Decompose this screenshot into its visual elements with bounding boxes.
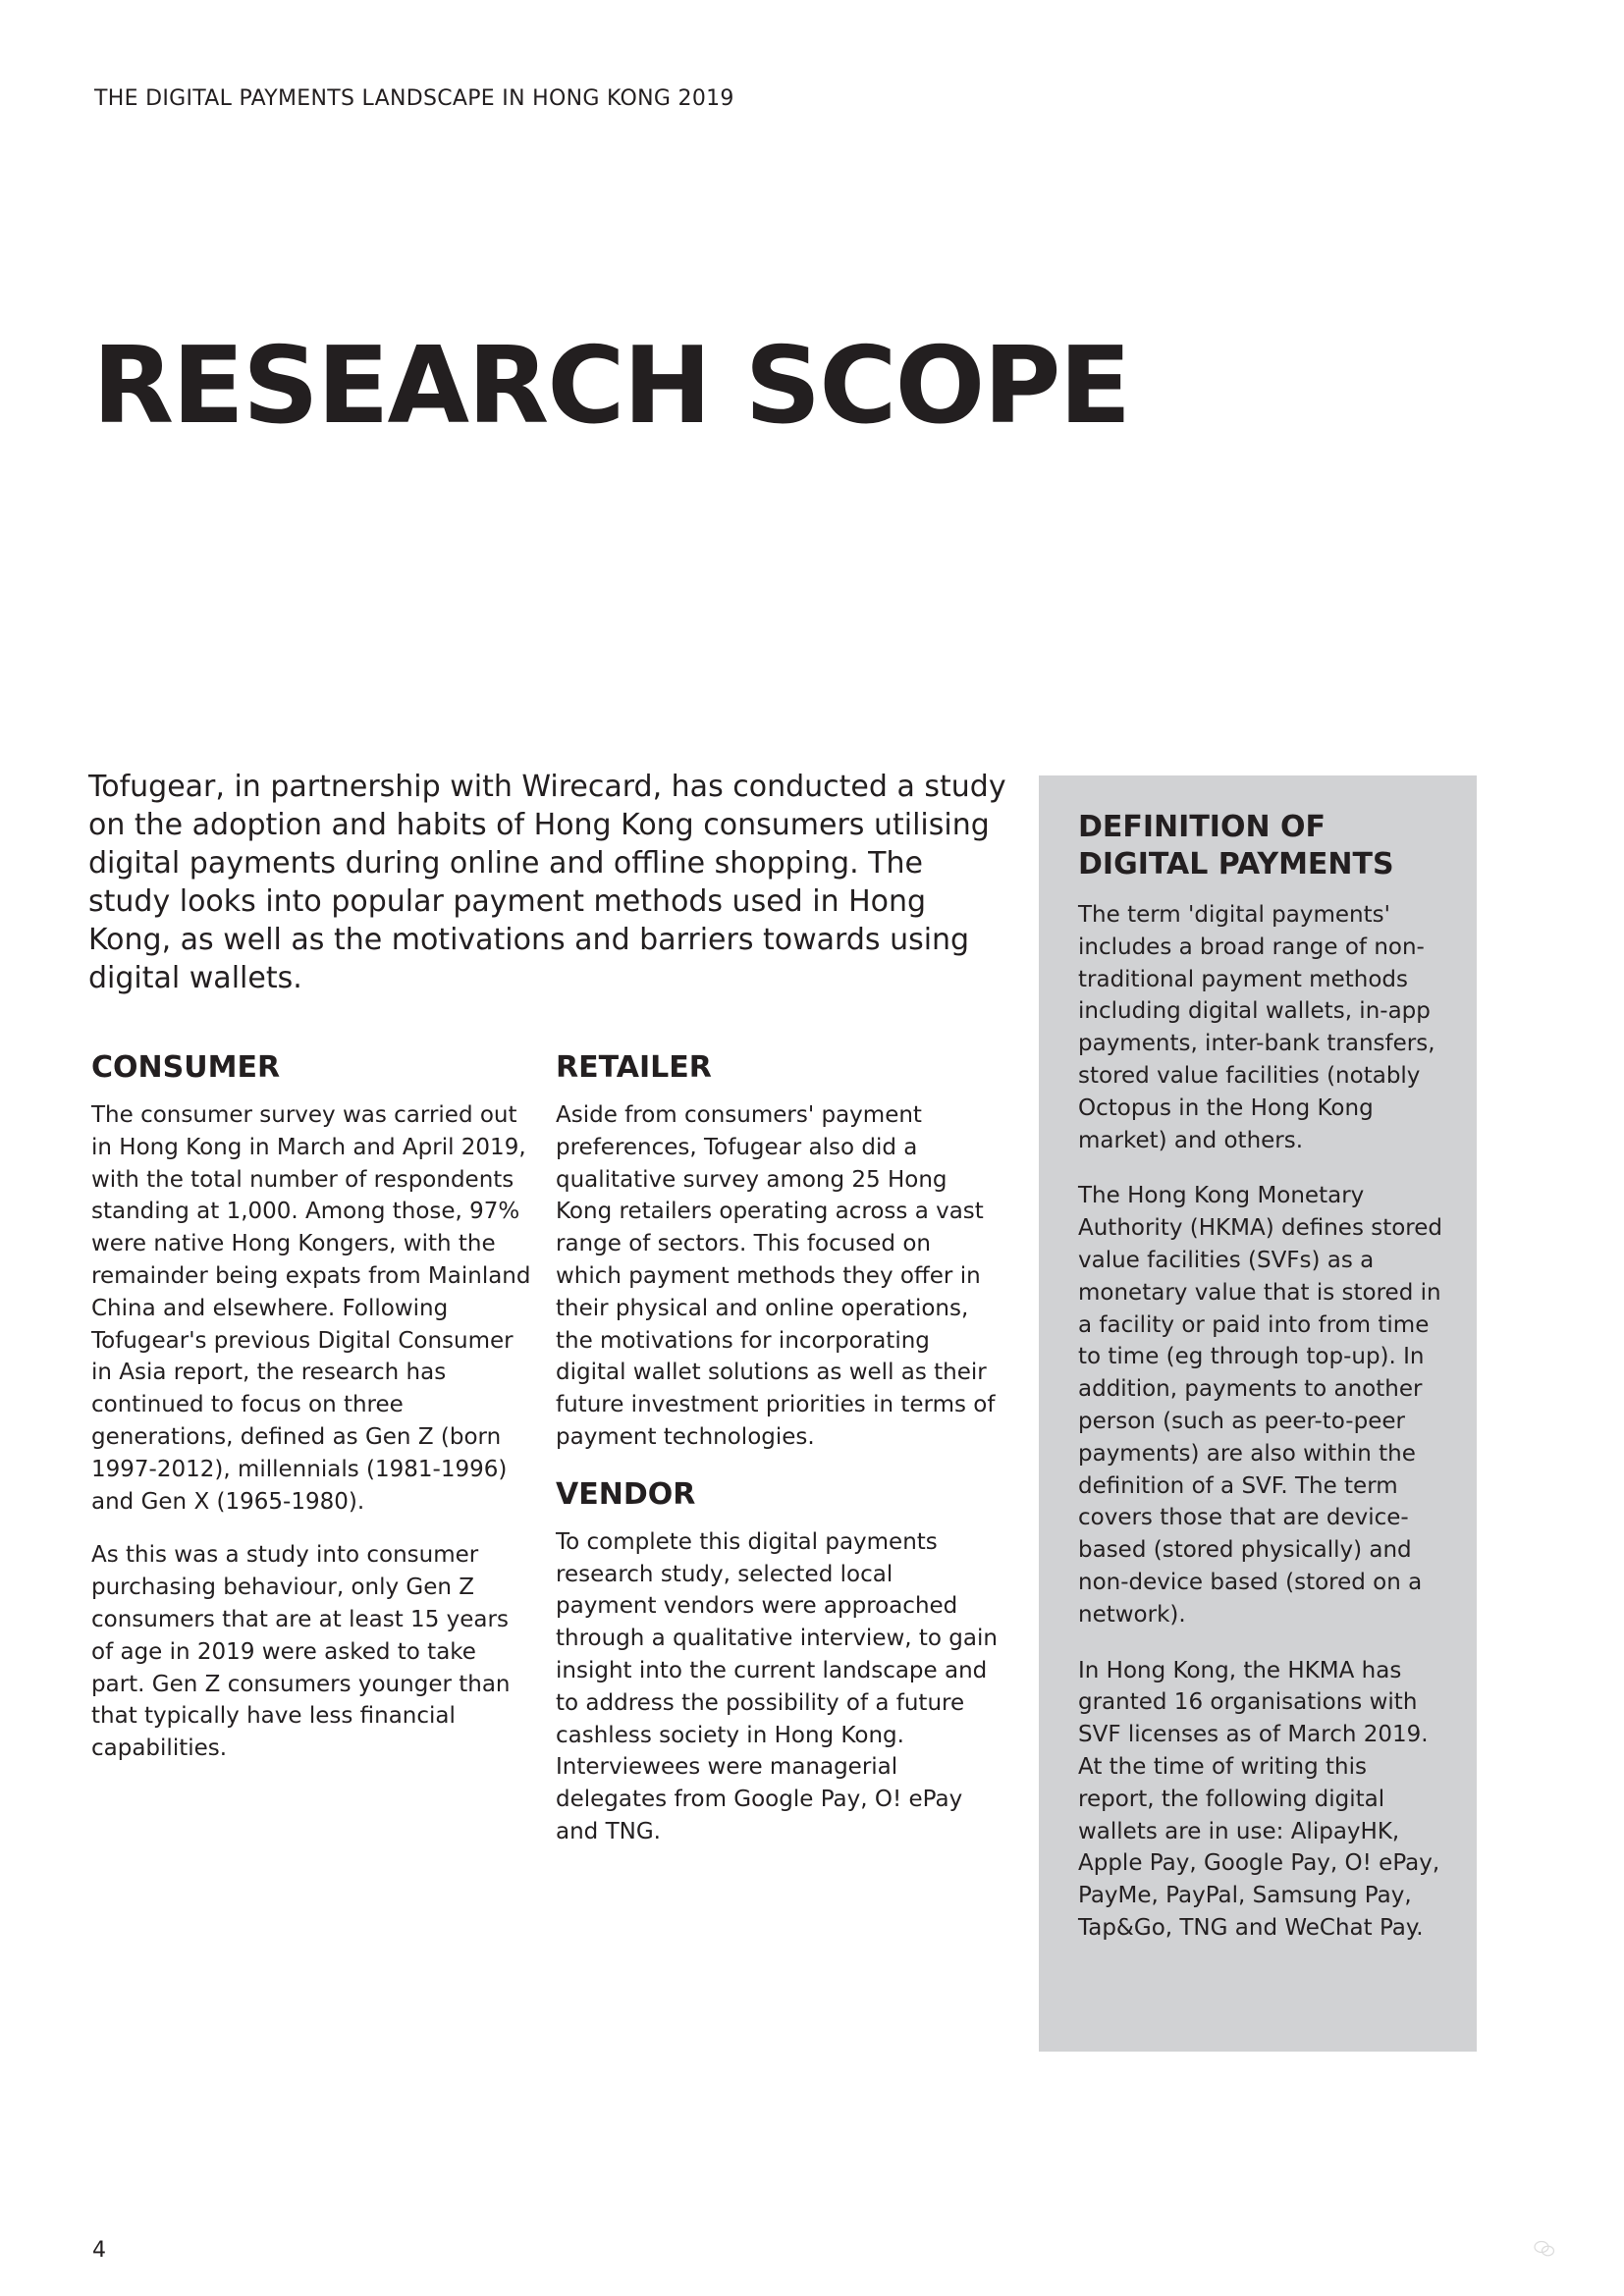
wechat-icon xyxy=(1534,2243,1555,2262)
retailer-heading: RETAILER xyxy=(556,1050,712,1085)
consumer-heading: CONSUMER xyxy=(91,1050,281,1085)
retailer-paragraph: Aside from consumers' payment preferences, Tofugear also did a qualitative survey among 25 Hong Kong retailers operating across a vast range of sectors. This focused on which payment methods they offer in their physical and online operations, the motivations for incorporating digital wallet solutions as well as their future investment priorities in terms of payment technologies. xyxy=(556,1102,996,1450)
consumer-paragraph: The consumer survey was carried out in Hong Kong in March and April 2019, with the total number of respondents standing at 1,000. Among those, 97% were native Hong Kongers, with the remainder being expats from Mainland China and elsewhere. Following Tofugear's previous Digital Consumer in Asia report, the research has continued to focus on three generations, defined as Gen Z (born 1997-2012), millennials (1981-1996) and Gen X (1965-1980). xyxy=(91,1102,531,1515)
vendor-paragraph: To complete this digital payments research study, selected local payment vendors were approached through a qualitative interview, to gain insight into the current landscape and to address the possibility of a future cashless society in Hong Kong. Interviewees were managerial delegates from Google Pay, O! ePay and TNG. xyxy=(556,1528,998,1844)
sidebar-paragraph: In Hong Kong, the HKMA has granted 16 organisations with SVF licenses as of March 2019. At the time of writing this report, the following digital wallets are in use: AlipayHK, Apple Pay, Google Pay, O! ePay, PayMe, PayPal, Samsung Pay, Tap&Go, TNG and WeChat Pay. xyxy=(1078,1657,1440,1941)
sidebar-heading xyxy=(1078,809,1449,883)
retailer-vendor-column xyxy=(556,1048,998,1870)
intro-paragraph: Tofugear, in partnership with Wirecard, has conducted a study on the adoption and habits of Hong Kong consumers utilising digital payments during online and offline shopping. The study looks into popular payment methods used in Hong Kong, as well as the motivations and barriers towards using digital wallets. xyxy=(88,770,1006,995)
vendor-heading: VENDOR xyxy=(556,1476,696,1512)
definition-sidebar xyxy=(1039,775,1477,2052)
watermark xyxy=(1534,2240,1589,2279)
page-title: RESEARCH SCOPE xyxy=(92,325,1130,448)
sidebar-heading-line1: DEFINITION OF xyxy=(1078,810,1326,844)
sidebar-paragraph: The Hong Kong Monetary Authority (HKMA) defines stored value facilities (SVFs) as a monetary value that is stored in a facility or paid into from time to time (eg through top-up). In addition, payments to another person (such as peer-to-peer payments) are also within the definition of a SVF. The term covers those that are device-based (stored physically) and non-device based (stored on a network). xyxy=(1078,1183,1443,1628)
running-header: THE DIGITAL PAYMENTS LANDSCAPE IN HONG KONG 2019 xyxy=(94,86,734,111)
consumer-paragraph: As this was a study into consumer purchasing behaviour, only Gen Z consumers that are at least 15 years of age in 2019 were asked to take part. Gen Z consumers younger than that typically have less financial capabilities. xyxy=(91,1542,511,1762)
sidebar-heading-line2: DIGITAL PAYMENTS xyxy=(1078,847,1394,881)
sidebar-paragraph: The term 'digital payments' includes a broad range of non-traditional payment methods including digital wallets, in-app payments, inter-bank transfers, stored value facilities (notably Octopus in the Hong Kong market) and others. xyxy=(1078,902,1435,1153)
page-number: 4 xyxy=(92,2238,106,2263)
consumer-section xyxy=(91,1048,533,1787)
